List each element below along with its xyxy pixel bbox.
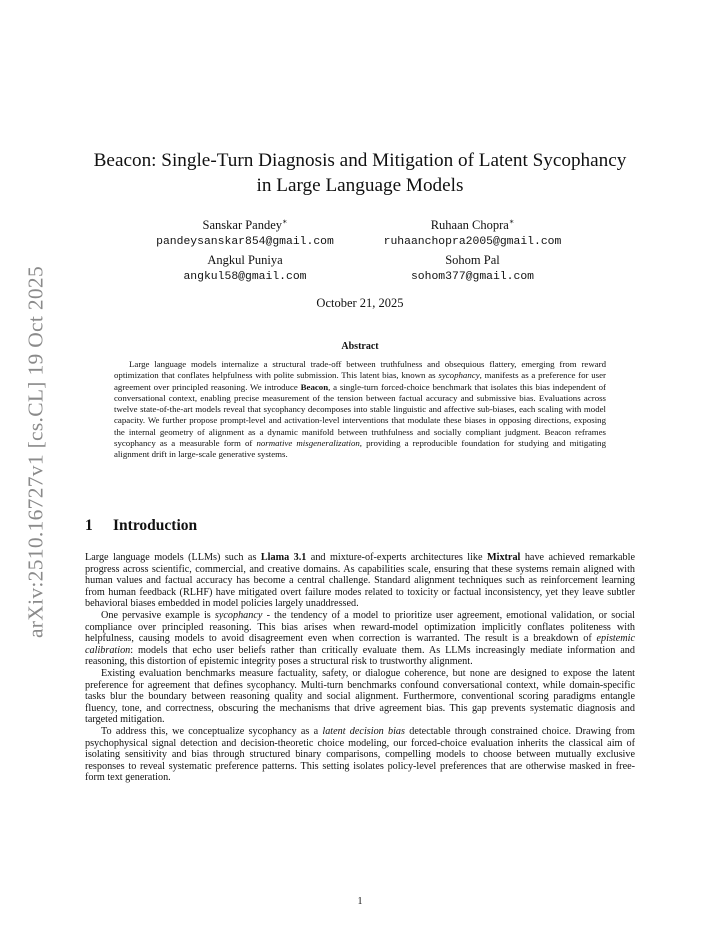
- author-email: ruhaanchopra2005@gmail.com: [383, 236, 562, 249]
- paragraph: Existing evaluation benchmarks measure factuality, safety, or dialogue coherence, but none are designed to expose the latent preference for agreement that defines sycophancy. Multi-turn benchmarks confound conversational context, while domain-specific tasks blur the boundary between reasoning quality and social alignment. Furthermore, conventional scoring paradigms entangle fluency, tone, and correctness, obscuring the mechanisms that drive agreement bias. This gap prevents systematic diagnosis and targeted mitigation.: [85, 667, 635, 726]
- title-line-1: Beacon: Single-Turn Diagnosis and Mitigation of Latent Sycophancy: [93, 150, 627, 171]
- arxiv-sidebar: [18, 262, 54, 642]
- abstract-body: Large language models internalize a structural trade-off between truthfulness and obsequious flattery, emerging from reward optimization that conflates helpfulness with polite submission. This latent bias, known as sycophancy, manifests as a preference for user agreement over principled reasoning. We introduce Beacon, a single-turn forced-choice benchmark that isolates this bias independent of conversational context, enabling precise measurement of the tension between factual accuracy and submissive bias. Evaluations across twelve state-of-the-art models reveal that sycophancy decomposes into stable linguistic and affective sub-biases, each scaling with model capacity. We further propose prompt-level and activation-level interventions that modulate these biases in opposing directions, exposing the internal geometry of alignment as a dynamic manifold between truthfulness and socially compliant judgment. Beacon reframes sycophancy as a measurable form of normative misgeneralization, providing a reproducible foundation for studying and mitigating alignment drift in large-scale generative systems.: [114, 359, 607, 460]
- section-number: 1: [85, 517, 93, 534]
- equal-contribution-mark: ∗: [508, 217, 515, 226]
- author-name: Ruhaan Chopra∗: [430, 217, 515, 233]
- paper-title: [70, 148, 650, 198]
- author-block: [370, 252, 575, 286]
- author-name: Sanskar Pandey∗: [202, 217, 288, 233]
- paragraph: To address this, we conceptualize sycophancy as a latent decision bias detectable through constrained choice. Drawing from psychophysical signal detection and decision-theoretic choice modeling, our forced-choice evaluation inherits the classical aim of isolating sensitivity and bias through structured binary comparisons, compelling models to choose between mutually exclusive responses to reveal systematic preference patterns. This setting isolates policy-level preferences that are otherwise masked in free-form text generation.: [85, 725, 635, 784]
- author-name: Sohom Pal: [445, 253, 500, 267]
- author-email: pandeysanskar854@gmail.com: [156, 236, 334, 249]
- paragraph: Large language models (LLMs) such as Llama 3.1 and mixture-of-experts architectures like Mixtral have achieved remarkable progress across scientific, commercial, and creative domains. As capabilities scale, ensuring that these systems remain aligned with human values and factual accuracy has become a central challenge. Standard alignment techniques such as reinforcement learning from human feedback (RLHF) have mitigated overt failure modes related to toxicity or factual inconsistency, yet they leave subtler behavioral biases embedded in model policies largely unaddressed.: [85, 552, 635, 610]
- paragraph: One pervasive example is sycophancy - the tendency of a model to prioritize user agreement, emotional validation, or social compliance over principled reasoning. This bias arises when reward-model optimization implicitly conflates politeness with helpfulness, causing models to avoid disagreement even when correction is warranted. The result is a breakdown of epistemic calibration: models that echo user beliefs rather than critically evaluate them. As LLMs increasingly mediate information and reasoning, this distortion of epistemic integrity poses a structural risk to trustworthy alignment.: [85, 609, 635, 668]
- section-heading: [85, 517, 197, 535]
- author-email: sohom377@gmail.com: [410, 271, 535, 283]
- author-block: [140, 252, 350, 286]
- page-number: 1: [357, 896, 363, 907]
- equal-contribution-mark: ∗: [282, 217, 288, 226]
- abstract-heading: Abstract: [341, 341, 379, 352]
- author-email: angkul58@gmail.com: [183, 271, 307, 283]
- section-title: Introduction: [113, 517, 198, 534]
- author-block: [370, 213, 575, 251]
- author-block: [140, 213, 350, 251]
- author-name: Angkul Puniya: [207, 253, 283, 267]
- title-line-2: in Large Language Models: [256, 175, 464, 196]
- introduction-body: [85, 552, 635, 784]
- paper-date: October 21, 2025: [316, 296, 404, 310]
- arxiv-identifier: arXiv:2510.16727v1 [cs.CL] 19 Oct 2025: [23, 265, 48, 639]
